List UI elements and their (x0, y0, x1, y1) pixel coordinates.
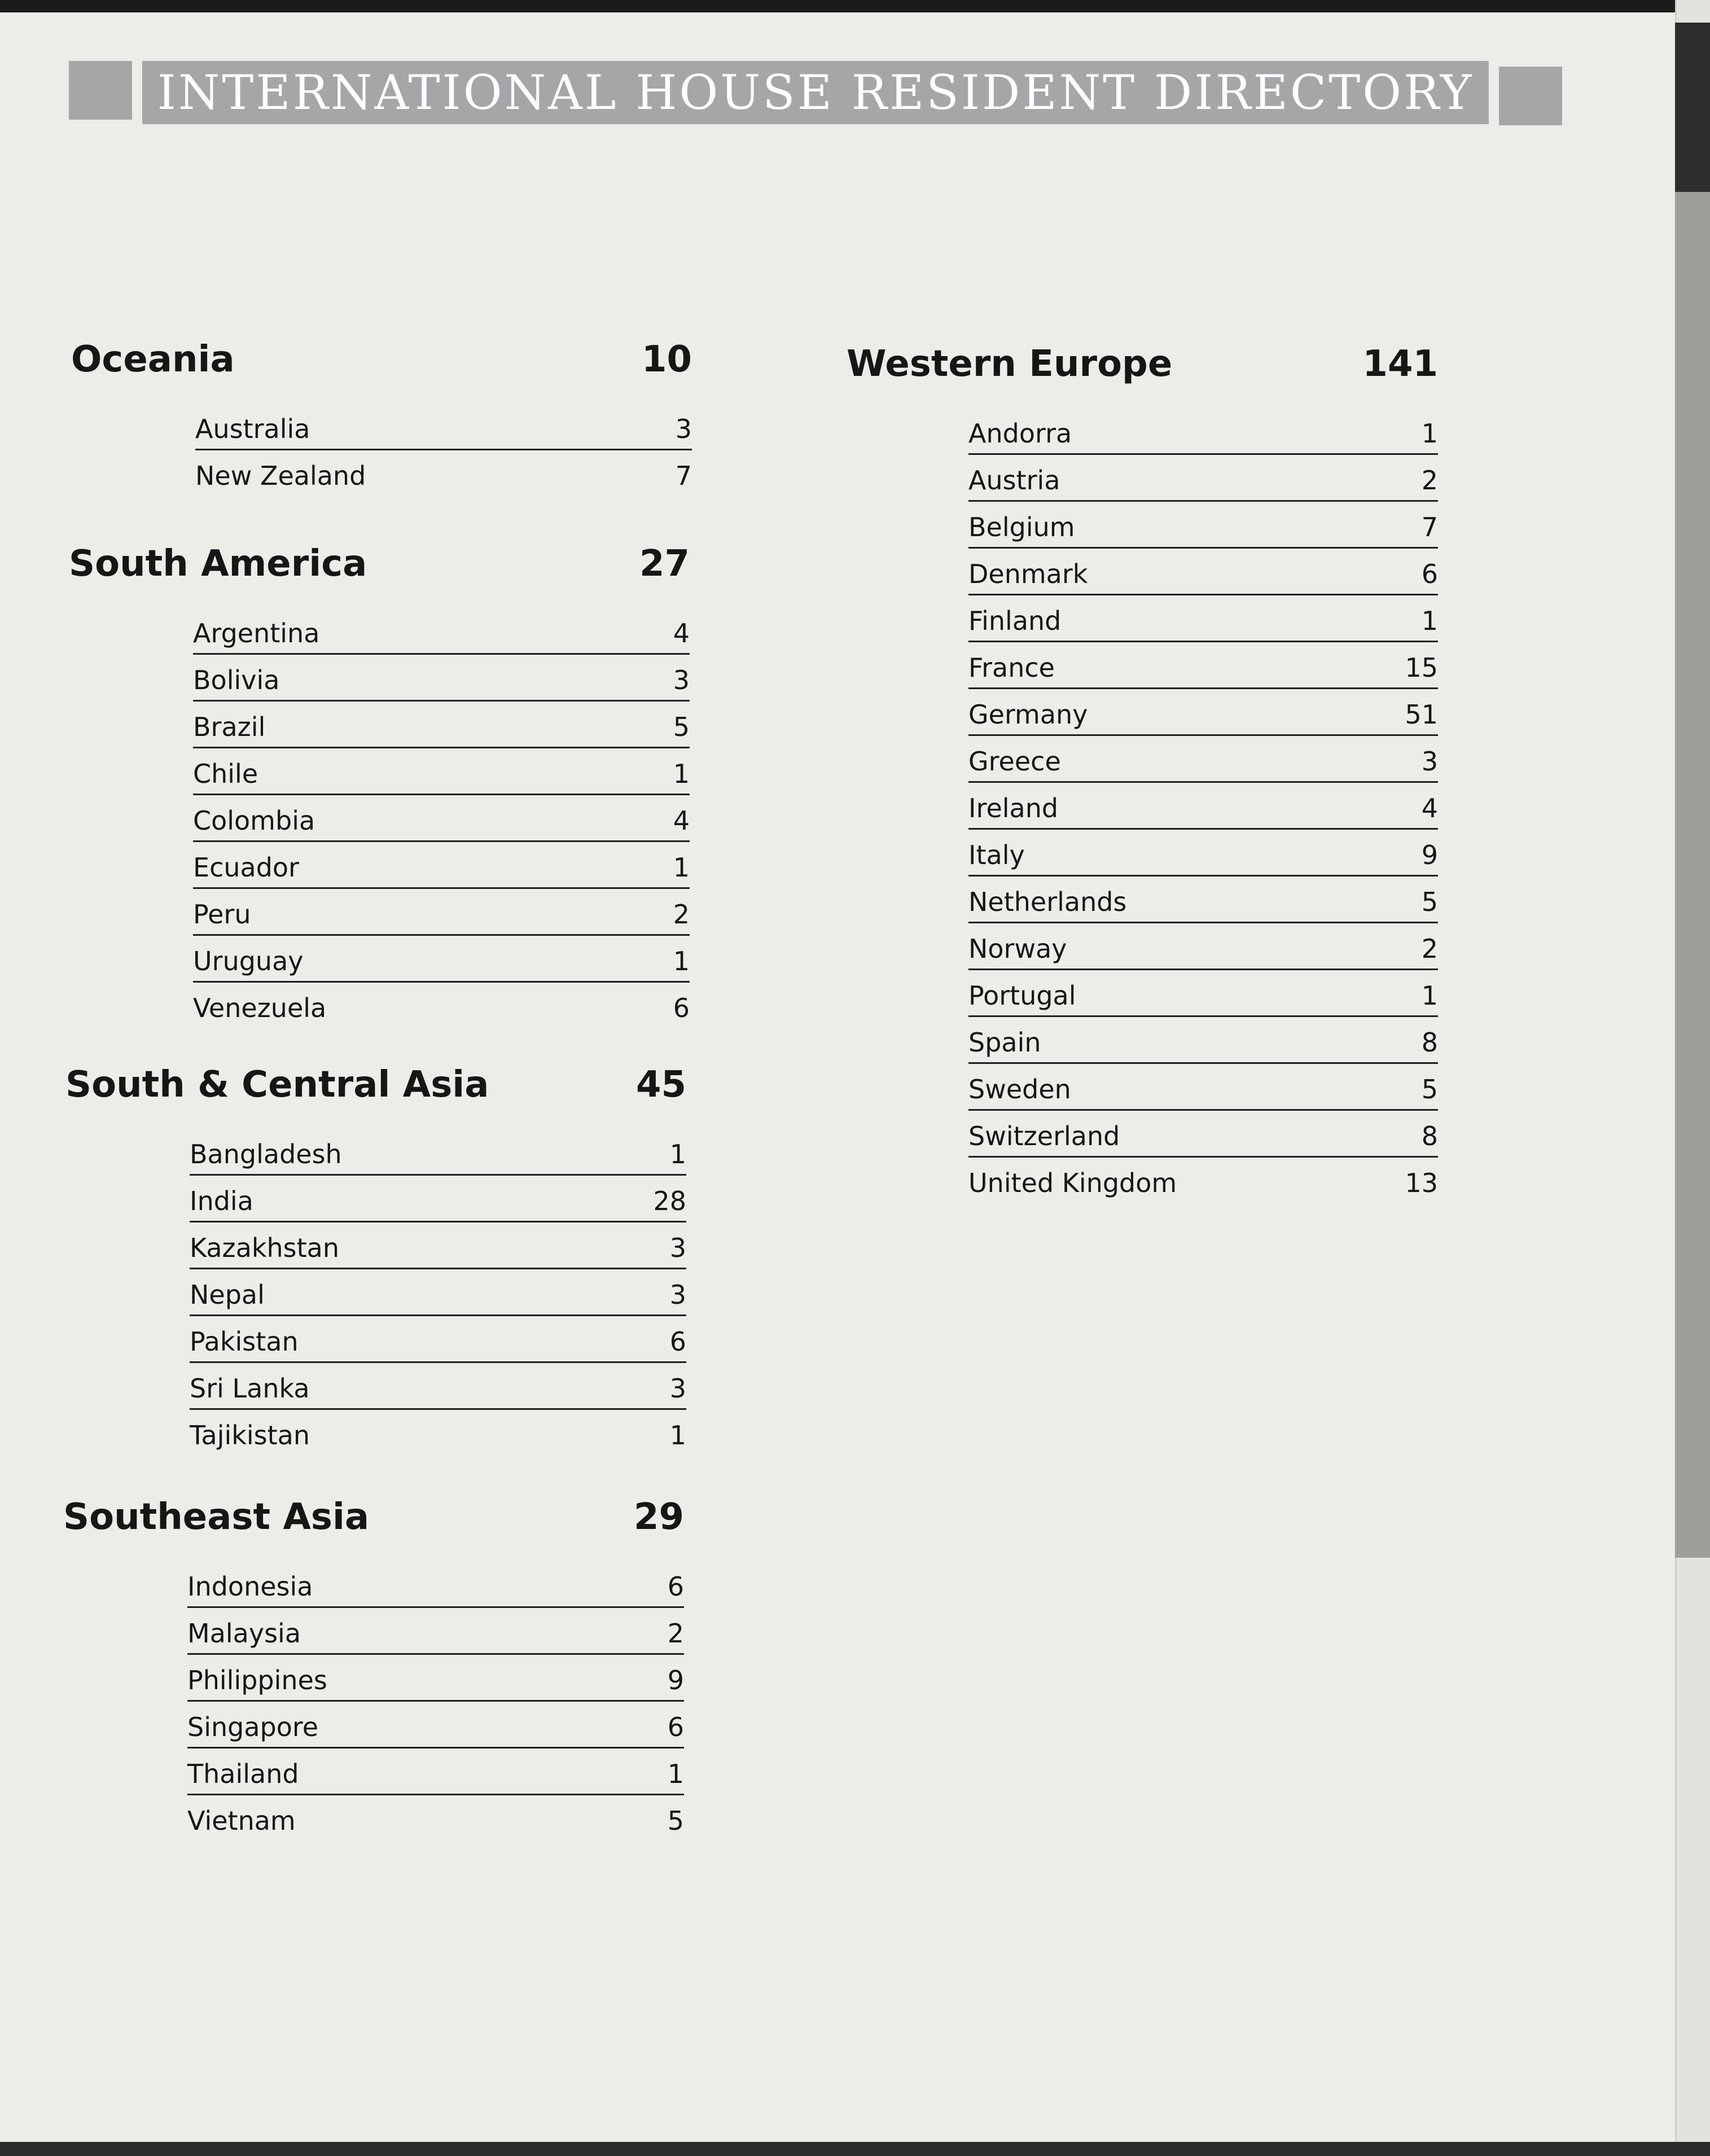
country-name: Colombia (193, 805, 315, 836)
country-row (187, 1749, 684, 1795)
country-row (968, 1017, 1438, 1064)
country-row (193, 748, 690, 795)
country-name: Venezuela (193, 993, 327, 1023)
country-row (193, 983, 690, 1028)
country-count: 4 (1421, 793, 1438, 823)
country-list (195, 404, 692, 496)
region-header (65, 1064, 686, 1115)
country-name: Peru (193, 899, 251, 930)
country-row (968, 595, 1438, 642)
region-section-south-america (69, 543, 690, 1023)
country-row (195, 450, 692, 496)
country-row (187, 1655, 684, 1702)
country-name: Bangladesh (190, 1139, 342, 1169)
country-row (190, 1316, 686, 1363)
country-row (968, 642, 1438, 689)
country-name: Australia (195, 414, 310, 444)
country-name: Pakistan (190, 1326, 299, 1357)
country-row (193, 655, 690, 702)
country-name: Nepal (190, 1279, 265, 1310)
country-name: Spain (968, 1027, 1041, 1058)
country-name: Kazakhstan (190, 1233, 340, 1263)
country-list (968, 408, 1438, 1203)
region-header (69, 543, 690, 594)
country-count: 15 (1405, 652, 1438, 683)
country-name: Bolivia (193, 665, 280, 695)
country-count: 7 (675, 461, 692, 491)
country-count: 3 (669, 1279, 686, 1310)
country-row (193, 608, 690, 655)
country-count: 2 (1421, 934, 1438, 964)
country-count: 1 (1421, 418, 1438, 449)
country-count: 13 (1405, 1168, 1438, 1198)
country-row (968, 1111, 1438, 1158)
country-count: 3 (673, 665, 690, 695)
page-header (142, 61, 1489, 124)
country-name: Philippines (187, 1665, 327, 1695)
region-name: South America (69, 543, 367, 585)
country-name: Singapore (187, 1712, 319, 1742)
country-name: Austria (968, 465, 1060, 496)
country-row (193, 889, 690, 936)
country-name: Norway (968, 934, 1067, 964)
country-row (968, 549, 1438, 595)
country-count: 1 (669, 1420, 686, 1451)
country-name: Malaysia (187, 1618, 301, 1649)
country-row (968, 689, 1438, 736)
country-count: 1 (673, 946, 690, 976)
page-title: INTERNATIONAL HOUSE RESIDENT DIRECTORY (157, 65, 1474, 120)
country-row (187, 1561, 684, 1608)
country-count: 5 (1421, 1074, 1438, 1105)
country-name: India (190, 1186, 253, 1216)
country-name: Tajikistan (190, 1420, 310, 1451)
country-count: 9 (1421, 840, 1438, 870)
country-count: 1 (669, 1139, 686, 1169)
country-list (187, 1561, 684, 1841)
country-name: Andorra (968, 418, 1072, 449)
region-name: Western Europe (847, 343, 1173, 385)
country-count: 7 (1421, 512, 1438, 542)
country-name: Portugal (968, 980, 1076, 1011)
country-count: 6 (1421, 559, 1438, 589)
page-tab-dark (1675, 23, 1710, 192)
region-total: 27 (639, 543, 690, 585)
country-count: 1 (673, 759, 690, 789)
country-row (187, 1608, 684, 1655)
country-count: 5 (667, 1806, 684, 1836)
country-row (190, 1363, 686, 1410)
country-count: 6 (669, 1326, 686, 1357)
region-total: 45 (635, 1064, 686, 1106)
country-count: 2 (667, 1618, 684, 1649)
country-count: 28 (653, 1186, 686, 1216)
country-name: Switzerland (968, 1121, 1120, 1151)
country-count: 2 (673, 899, 690, 930)
region-name: Oceania (71, 339, 235, 380)
region-total: 29 (633, 1496, 684, 1538)
country-name: Italy (968, 840, 1025, 870)
country-name: Argentina (193, 618, 320, 648)
country-row (968, 877, 1438, 923)
country-count: 5 (673, 712, 690, 742)
country-row (190, 1269, 686, 1316)
page-top-edge (0, 0, 1710, 12)
country-row (968, 455, 1438, 502)
country-count: 1 (667, 1759, 684, 1789)
country-name: Indonesia (187, 1571, 313, 1602)
region-section-south-central-asia (65, 1064, 686, 1451)
country-name: Denmark (968, 559, 1088, 589)
country-name: Sweden (968, 1074, 1071, 1105)
country-row (968, 970, 1438, 1017)
country-name: Thailand (187, 1759, 299, 1789)
country-count: 6 (667, 1712, 684, 1742)
region-section-oceania (71, 339, 692, 491)
country-row (193, 702, 690, 748)
country-count: 8 (1421, 1027, 1438, 1058)
country-name: Vietnam (187, 1806, 296, 1836)
region-name: South & Central Asia (65, 1064, 489, 1106)
country-row (968, 923, 1438, 970)
country-row (190, 1176, 686, 1222)
page-bottom-edge (0, 2142, 1710, 2156)
country-row (968, 736, 1438, 783)
country-name: Uruguay (193, 946, 304, 976)
page-tab-gray (1675, 192, 1710, 1558)
region-section-western-europe (847, 343, 1438, 1198)
country-row (193, 795, 690, 842)
country-row (193, 842, 690, 889)
country-name: Brazil (193, 712, 266, 742)
country-name: Belgium (968, 512, 1075, 542)
country-count: 1 (1421, 980, 1438, 1011)
region-header (847, 343, 1438, 394)
region-header (71, 339, 692, 389)
country-count: 3 (1421, 746, 1438, 777)
country-row (968, 1158, 1438, 1203)
country-list (193, 608, 690, 1028)
country-count: 2 (1421, 465, 1438, 496)
region-section-southeast-asia (63, 1496, 684, 1836)
country-name: Germany (968, 699, 1088, 730)
country-count: 5 (1421, 887, 1438, 917)
country-row (190, 1129, 686, 1176)
region-name: Southeast Asia (63, 1496, 370, 1538)
country-row (968, 1064, 1438, 1111)
country-row (193, 936, 690, 983)
country-row (187, 1795, 684, 1841)
country-name: Sri Lanka (190, 1373, 310, 1404)
country-row (187, 1702, 684, 1749)
country-row (968, 502, 1438, 549)
country-count: 3 (669, 1373, 686, 1404)
country-name: Ecuador (193, 852, 299, 883)
country-count: 6 (667, 1571, 684, 1602)
country-row (968, 408, 1438, 455)
header-block-right (1499, 67, 1562, 125)
header-block-left (69, 61, 132, 120)
country-name: Greece (968, 746, 1061, 777)
country-count: 8 (1421, 1121, 1438, 1151)
country-list (190, 1129, 686, 1455)
country-count: 4 (673, 805, 690, 836)
country-name: Chile (193, 759, 258, 789)
region-header (63, 1496, 684, 1547)
country-count: 1 (1421, 606, 1438, 636)
country-row (190, 1222, 686, 1269)
country-name: New Zealand (195, 461, 366, 491)
country-name: France (968, 652, 1055, 683)
country-count: 3 (675, 414, 692, 444)
country-count: 6 (673, 993, 690, 1023)
country-name: Finland (968, 606, 1062, 636)
country-count: 1 (673, 852, 690, 883)
country-name: Ireland (968, 793, 1059, 823)
country-count: 3 (669, 1233, 686, 1263)
country-row (190, 1410, 686, 1455)
country-count: 4 (673, 618, 690, 648)
country-count: 9 (667, 1665, 684, 1695)
country-row (968, 830, 1438, 877)
country-name: Netherlands (968, 887, 1127, 917)
country-row (968, 783, 1438, 830)
country-count: 51 (1405, 699, 1438, 730)
country-name: United Kingdom (968, 1168, 1177, 1198)
region-total: 10 (641, 339, 692, 380)
region-total: 141 (1362, 343, 1438, 385)
country-row (195, 404, 692, 450)
